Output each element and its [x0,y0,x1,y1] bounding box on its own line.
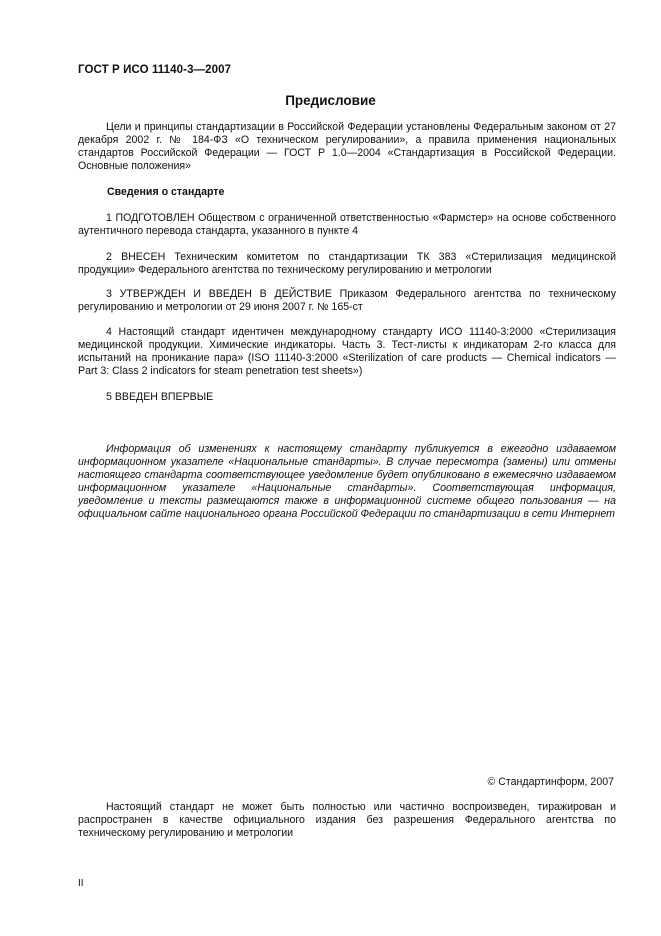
info-item-2: 2 ВНЕСЕН Техническим комитетом по стандартизации ТК 383 «Стерилизация медицинской продукции» Федерального агентства по техническому регулированию и метрологии [78,251,616,276]
info-item-5: 5 ВВЕДЕН ВПЕРВЫЕ [106,391,214,403]
copyright-line: © Стандартинформ, 2007 [487,776,614,788]
intro-paragraph: Цели и принципы стандартизации в Российской Федерации установлены Федеральным законом от 27 декабря 2002 г. № 184-ФЗ «О техническом регулировании», а правила применения национальных стандартов Российской Федерации — ГОСТ Р 1.0—2004 «Стандартизация в Российской Федерации. Основные положения» [78,121,616,172]
standard-code-header: ГОСТ Р ИСО 11140-3—2007 [78,64,232,76]
section-heading: Сведения о стандарте [107,186,225,198]
amendment-notice: Информация об изменениях к настоящему стандарту публикуется в ежегодно издаваемом информационном указателе «Национальные стандарты». В случае пересмотра (замены) или отмены настоящего стандарта соответствующее уведомление будет опубликовано в ежемесячно издаваемом информационном указателе «Национальные стандарты». Соответствующая информация, уведомление и тексты размещаются также в информационной системе общего пользования — на официальном сайте национального органа Российской Федерации по стандартизации в сети Интернет [78,443,616,520]
page-number: II [78,878,84,889]
page-title: Предисловие [285,93,376,108]
legal-notice: Настоящий стандарт не может быть полностью или частично воспроизведен, тиражирован и распространен в качестве официального издания без разрешения Федерального агентства по техническому регулированию и метрологии [78,801,616,839]
info-item-3: 3 УТВЕРЖДЕН И ВВЕДЕН В ДЕЙСТВИЕ Приказом Федерального агентства по техническому регулированию и метрологии от 29 июня 2007 г. № 165-ст [78,288,616,313]
info-item-4: 4 Настоящий стандарт идентичен международному стандарту ИСО 11140-3:2000 «Стерилизация медицинской продукции. Химические индикаторы. Часть 3. Тест-листы к индикаторам 2-го класса для испытаний на проникание пара» (ISO 11140-3:2000 «Sterilization of care products — Chemical indicators — Part 3: Class 2 indicators for steam penetration test sheets») [78,326,616,377]
info-item-1: 1 ПОДГОТОВЛЕН Обществом с ограниченной ответственностью «Фармстер» на основе собственного аутентичного перевода стандарта, указанного в пункте 4 [78,212,616,237]
